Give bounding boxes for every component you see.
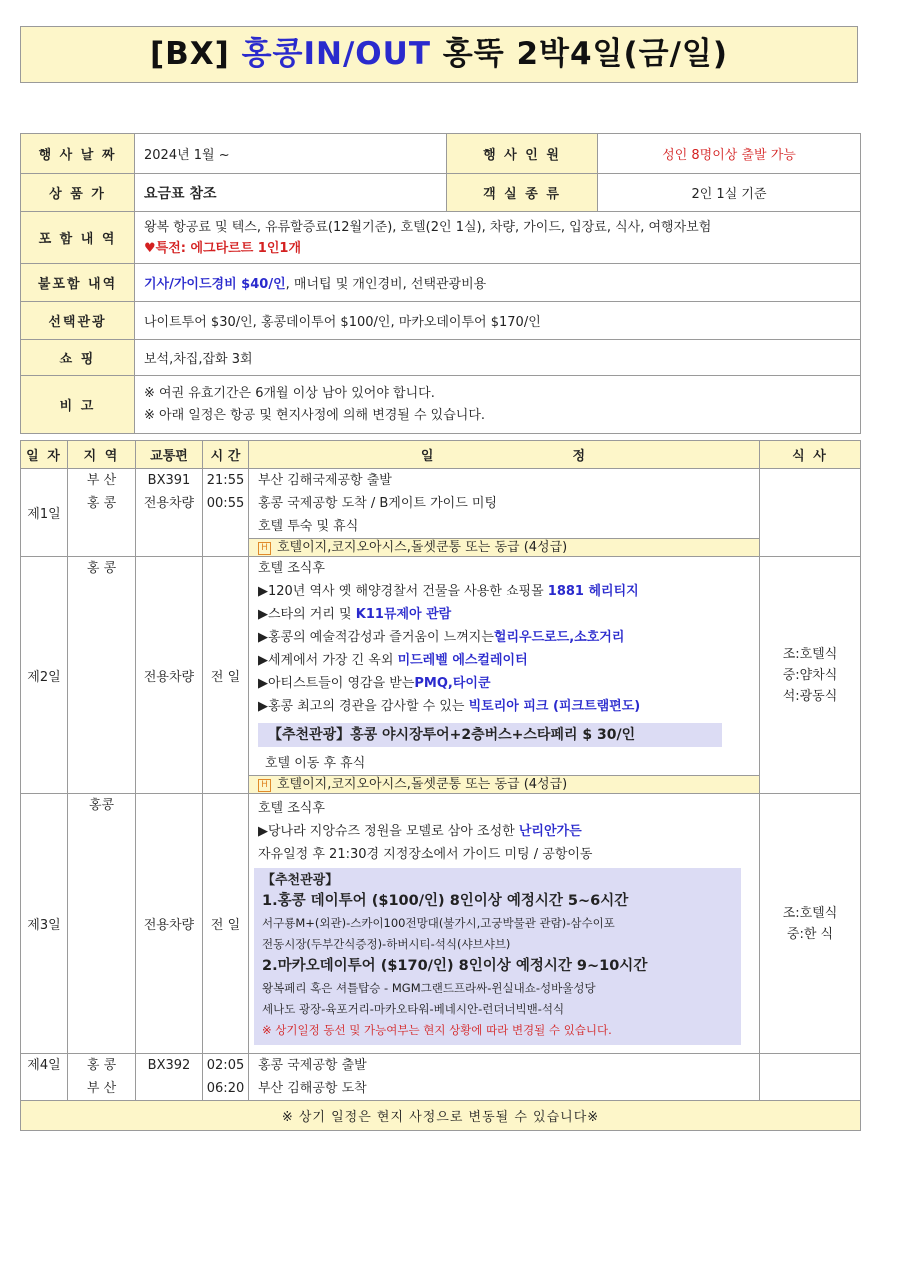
hotel-icon: H — [258, 542, 271, 555]
day2-day: 제2일 — [21, 557, 68, 794]
note-label: 비 고 — [21, 376, 135, 434]
day3-region: 홍콩 — [68, 794, 136, 1054]
header-itinerary: 일 정 — [249, 441, 760, 469]
day3-transport: 전용차량 — [136, 794, 203, 1054]
day1-meal — [760, 469, 861, 557]
header-time: 시 간 — [203, 441, 249, 469]
info-table — [20, 133, 861, 434]
day2-recommend: 【추천관광】홍콩 야시장투어+2층버스+스타페리 $ 30/인 — [258, 723, 722, 747]
day2-time: 전 일 — [203, 557, 249, 794]
day4-time: 02:05 06:20 — [203, 1054, 249, 1101]
people-value: 성인 8명이상 출발 가능 — [598, 134, 861, 174]
day2-hotel: H 호텔이지,코지오아시스,돌셋쿤통 또는 동급 (4성급) — [249, 775, 759, 793]
day1-time: 21:55 00:55 — [203, 469, 249, 557]
day1-transport: BX391 전용차량 — [136, 469, 203, 557]
schedule-table — [20, 440, 861, 1131]
day3-meal: 조:호텔식 중:한 식 — [760, 794, 861, 1054]
day4-region: 홍 콩 부 산 — [68, 1054, 136, 1101]
date-label: 행 사 날 짜 — [21, 134, 135, 174]
day2-meal: 조:호텔식 중:얌차식 석:광동식 — [760, 557, 861, 794]
include-value: 왕복 항공료 및 텍스, 유류할증료(12월기준), 호텔(2인 1실), 차량, 가이드, 입장료, 식사, 여행자보험 ♥특전: 에그타르트 1인1개 — [135, 212, 861, 264]
day3-time: 전 일 — [203, 794, 249, 1054]
title-highlight: 홍콩IN/OUT — [241, 36, 431, 72]
exclude-value: 기사/가이드경비 $40/인, 매너팁 및 개인경비, 선택관광비용 — [135, 264, 861, 302]
day3-row — [21, 794, 861, 1054]
day1-itinerary: 부산 김해국제공항 출발 홍콩 국제공항 도착 / B게이트 가이드 미팅 호텔 투숙 및 휴식 H 호텔이지,코지오아시스,돌셋쿤통 또는 동급 (4성급) — [249, 469, 760, 557]
day1-row — [21, 469, 861, 557]
note-value: ※ 여권 유효기간은 6개월 이상 남아 있어야 합니다. ※ 아래 일정은 항공 및 현지사정에 의해 변경될 수 있습니다. — [135, 376, 861, 434]
day2-itinerary: 호텔 조식후 ▶120년 역사 옛 해양경찰서 건물을 사용한 쇼핑몰 1881 헤리티지 ▶스타의 거리 및 K11뮤제아 관람 ▶홍콩의 예술적감성과 즐거움이 느껴지는헐리우드로드,소호거리 ▶세계에서 가장 긴 옥외 미드레벨 에스컬레이터 ▶아티스트들이 영감을 받는PMQ,타이쿤 ▶홍콩 최고의 경관을 감사할 수 있는 빅토리아 피크 (피크트램편도) 【추천관광】홍콩 야시장투어+2층버스+스타페리 $ 30/인 호텔 이동 후 휴식 H 호텔이지,코지오아시스,돌셋쿤통 또는 동급 (4성급) — [249, 557, 760, 794]
room-value: 2인 1실 기준 — [598, 174, 861, 212]
price-value: 요금표 참조 — [135, 174, 447, 212]
header-day: 일 자 — [21, 441, 68, 469]
date-value: 2024년 1월 ~ — [135, 134, 447, 174]
day3-day: 제3일 — [21, 794, 68, 1054]
hotel-icon: H — [258, 779, 271, 792]
day2-row — [21, 557, 861, 794]
option-value: 나이트투어 $30/인, 홍콩데이투어 $100/인, 마카오데이투어 $170/인 — [135, 302, 861, 340]
day3-itinerary: 호텔 조식후 ▶당나라 지앙슈즈 정원을 모델로 삼아 조성한 난리안가든 자유일정 후 21:30경 지정장소에서 가이드 미팅 / 공항이동 【추천관광】 1.홍콩 데이투어 ($100/인) 8인이상 예정시간 5~6시간 서구룡M+(외관)-스카이100전망대(불가시,고궁박물관 관람)-삼수이포 전동시장(두부간식증정)-하버시티-석식(샤브샤브) 2.마카오데이투어 ($170/인) 8인이상 예정시간 9~10시간 왕복페리 혹은 셔틀탑승 - MGM그랜드프라싸-윈실내쇼-성바울성당 세나도 광장-육포거리-마카오타워-베네시안-런더너빅밴-석식 ※ 상기일정 동선 및 가능여부는 현지 상황에 따라 변경될 수 있습니다. — [249, 794, 760, 1054]
header-meal: 식 사 — [760, 441, 861, 469]
shopping-value: 보석,차집,잡화 3회 — [135, 340, 861, 376]
day2-region: 홍 콩 — [68, 557, 136, 794]
footer-note: ※ 상기 일정은 현지 사정으로 변동될 수 있습니다※ — [21, 1101, 861, 1131]
day2-transport: 전용차량 — [136, 557, 203, 794]
day4-transport: BX392 — [136, 1054, 203, 1101]
day1-day: 제1일 — [21, 469, 68, 557]
special-benefit: ♥특전: 에그타르트 1인1개 — [144, 240, 302, 256]
day4-itinerary: 홍콩 국제공항 출발 부산 김해공항 도착 — [249, 1054, 760, 1101]
day3-recommend-box: 【추천관광】 1.홍콩 데이투어 ($100/인) 8인이상 예정시간 5~6시간 서구룡M+(외관)-스카이100전망대(불가시,고궁박물관 관람)-삼수이포 전동시장(두부간식증정)-하버시티-석식(샤브샤브) 2.마카오데이투어 ($170/인) 8인이상 예정시간 9~10시간 왕복페리 혹은 셔틀탑승 - MGM그랜드프라싸-윈실내쇼-성바울성당 세나도 광장-육포거리-마카오타워-베네시안-런더너빅밴-석식 ※ 상기일정 동선 및 가능여부는 현지 상황에 따라 변경될 수 있습니다. — [254, 868, 741, 1045]
header-region: 지 역 — [68, 441, 136, 469]
option-label: 선택관광 — [21, 302, 135, 340]
price-label: 상 품 가 — [21, 174, 135, 212]
include-label: 포 함 내 역 — [21, 212, 135, 264]
room-label: 객 실 종 류 — [447, 174, 598, 212]
header-transport: 교통편 — [136, 441, 203, 469]
day1-hotel: H 호텔이지,코지오아시스,돌셋쿤통 또는 동급 (4성급) — [249, 538, 759, 556]
day1-region: 부 산 홍 콩 — [68, 469, 136, 557]
exclude-label: 불포함 내역 — [21, 264, 135, 302]
day4-row — [21, 1054, 861, 1101]
people-label: 행 사 인 원 — [447, 134, 598, 174]
day4-day: 제4일 — [21, 1054, 68, 1101]
day4-meal — [760, 1054, 861, 1101]
shopping-label: 쇼 핑 — [21, 340, 135, 376]
page-title: [BX] 홍콩IN/OUT 홍뚝 2박4일(금/일) — [20, 26, 858, 83]
